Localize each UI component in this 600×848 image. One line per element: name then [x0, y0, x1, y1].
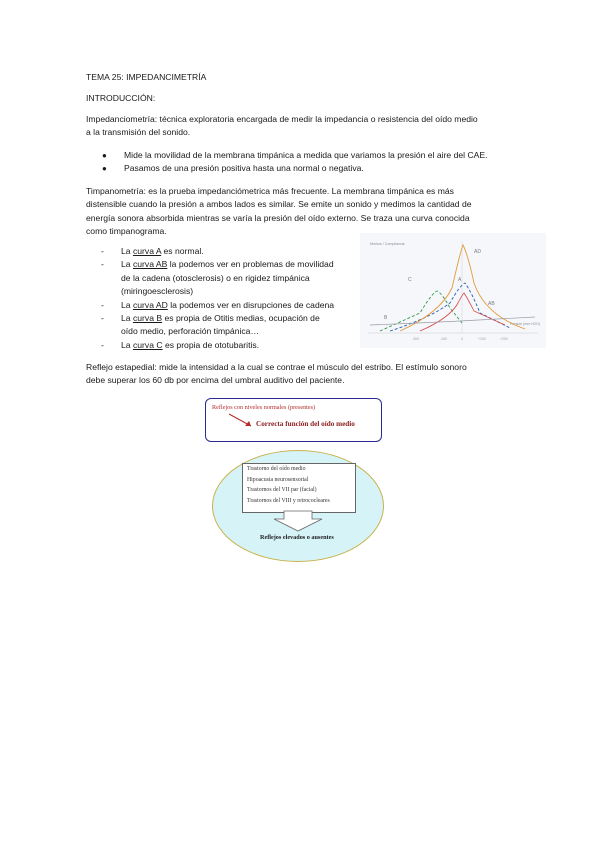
page-title: TEMA 25: IMPEDANCIMETRÍA: [86, 72, 207, 82]
x-tick-label: 0: [461, 337, 463, 341]
x-tick-label: +100: [478, 337, 486, 341]
text-line: Reflejo estapedial: mide la intensidad a la cual se contrae el músculo del estribo. El estímulo sonoro: [86, 362, 467, 372]
list-item: - La curva AB la podemos ver en problemas de movilidad de la cadena (otosclerosis) o en rigidez timpánica (miringoesclerosis): [101, 259, 334, 297]
normal-reflex-text: Reflejos con niveles normales (presentes): [212, 404, 316, 411]
curve-label-a: A: [458, 277, 462, 283]
y-axis-label: Mmhos / Compliancia: [370, 242, 405, 246]
text-line: distensible cuando la presión a ambos lados es similar. Se emite un sonido y medimos la cantidad de: [86, 199, 472, 210]
list-item: [102, 162, 534, 175]
curve-c-link[interactable]: curva C: [132, 339, 163, 350]
cause-item: Trastornos del VII par (facial): [247, 487, 317, 493]
list-item: [102, 149, 534, 162]
list-item: - La curva AD la podemos ver en disrupciones de cadena: [101, 299, 335, 310]
curve-ad-link[interactable]: curva AD: [132, 299, 168, 310]
bullet-icon: ●: [102, 164, 107, 174]
text-line: energía sonora absorbida mientras se varía la presión del oído externo. Se traza una curva conocida: [86, 212, 470, 223]
list-item: - La curva B es propia de Otitis medias, ocupación de oído medio, perforación timpánica…: [101, 313, 320, 337]
cause-item: Hipoacusia neurosensorial: [247, 476, 309, 483]
down-arrow-icon: [272, 510, 324, 532]
figure-background: [360, 233, 546, 348]
tympanometry-paragraph: [86, 185, 526, 239]
curve-label-b: B: [384, 315, 388, 321]
curve-label-ab: AB: [488, 301, 495, 307]
bullet-text: Pasamos de una presión positiva hasta una normal o negativa.: [124, 163, 364, 174]
x-tick-label: -100: [440, 337, 447, 341]
curve-a-link[interactable]: curva A: [132, 246, 162, 256]
correct-function-text: Correcta función del oído medio: [256, 420, 355, 428]
cause-item: Trastornos del VIII y retrococleares: [247, 497, 330, 504]
text-line: como timpanograma.: [86, 226, 167, 237]
impedance-bullets: [102, 149, 534, 176]
text-line: Timpanometría: es la prueba impedanciómetrica más frecuente. La membrana timpánica es más: [86, 186, 454, 196]
bullet-icon: ●: [102, 151, 107, 160]
curve-ab-link[interactable]: curva AB: [132, 259, 168, 270]
curve-label-c: C: [408, 277, 412, 283]
list-item: - La curva A es normal.: [101, 246, 204, 256]
tympanogram-figure: [360, 233, 546, 348]
stapedial-paragraph: [86, 361, 526, 388]
curve-list: [101, 245, 356, 352]
cause-item: Trastorno del oído medio: [247, 466, 306, 472]
causes-box: [242, 463, 356, 513]
intro-heading: INTRODUCCIÓN:: [86, 93, 156, 103]
text-line: debe superar los 60 db por encima del umbral auditivo del paciente.: [86, 375, 345, 386]
x-tick-label: -300: [412, 337, 419, 341]
bullet-text: Mide la movilidad de la membrana timpánica a medida que variamos la presión el aire del CAE.: [124, 150, 488, 160]
curve-label-ad: AD: [474, 249, 481, 255]
abnormal-result-text: Reflejos elevados o ausentes: [260, 534, 334, 541]
list-item: - La curva C es propia de ototubaritis.: [101, 339, 260, 350]
curve-b-link[interactable]: curva B: [132, 313, 163, 324]
text-line: a la transmisión del sonido.: [86, 127, 191, 138]
arrow-icon: [227, 412, 257, 430]
x-axis-label: Presión (mm H2O): [510, 322, 540, 326]
text-line: Impedanciometría: técnica exploratoria encargada de medir la impedancia o resistencia del oído medio: [86, 114, 478, 124]
impedance-paragraph: [86, 113, 526, 140]
x-tick-label: +200: [500, 337, 508, 341]
